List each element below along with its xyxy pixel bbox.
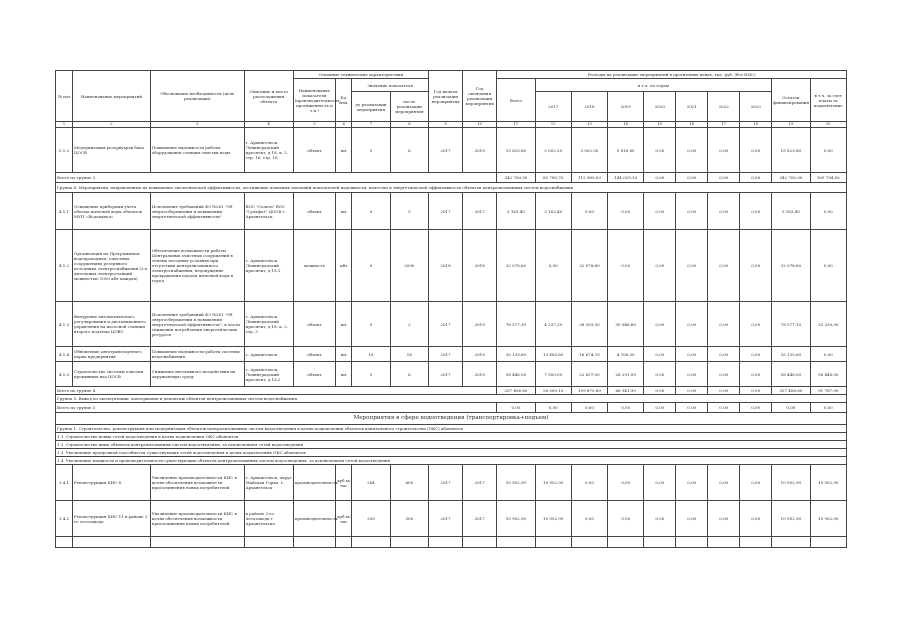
cell-2020: 0,00 — [644, 302, 676, 347]
table-row — [56, 347, 847, 362]
cell-remaining: 3 163,40 — [772, 193, 810, 230]
cell-2019: 4 706,50 — [608, 347, 644, 362]
cell-location: г. Архангельск, округ Майская Горка, г. Архангельск — [244, 465, 293, 501]
cell-spec: мощность — [293, 230, 336, 302]
cell-location: г. Архангельск — [244, 347, 293, 362]
cell-end: 2017 — [463, 193, 497, 230]
cell-justification: Исполнение требований ФЗ №261 "Об энергосбережении и повышении энергетической эффективности", в части снижения потребления энергетических ресурсов — [150, 302, 244, 347]
cell-2020: 0,00 — [644, 387, 676, 395]
group-title-row — [56, 395, 847, 403]
cell-unit: кВт — [336, 230, 352, 302]
sewer-group1-title: Группа 1. Строительство, реконструкция или модернизация объектов централизованных систем водоотведения в целях подключения объектов капитального строительства (ОКС) абонентов — [56, 425, 847, 433]
header-no: № п/п — [56, 71, 73, 122]
cell-2017: 10 952,90 — [535, 501, 571, 537]
cell-before: 250 — [352, 501, 390, 537]
cell-location: ВОС "Сольза" ВОС "Сульфат" ЦОСВ г. Архангельск — [244, 193, 293, 230]
header-year-2020: 2020 — [644, 92, 676, 122]
col-num: 6 — [336, 122, 352, 128]
cell-2018: 38 393,50 — [571, 302, 607, 347]
col-num: 16 — [676, 122, 708, 128]
cell-no: 4.1.1 — [56, 193, 73, 230]
cell-justification: Увеличение производительности КНС в целях обеспечения возможности присоединения новых потребителей — [150, 465, 244, 501]
cell-2019: 0,00 — [608, 230, 644, 302]
header-main-specs: Основные технические характеристики — [293, 71, 428, 79]
cell-remaining: 15 623,80 — [772, 128, 810, 173]
header-unit: Ед. изм. — [336, 79, 352, 122]
cell-2021: 0,00 — [676, 403, 708, 413]
header-costs: Расходы на реализацию мероприятий в прогнозных ценах, тыс. руб. (без НДС) — [497, 71, 847, 79]
cell-2020: 0,00 — [644, 362, 676, 387]
group-title-row — [56, 425, 847, 433]
cell-2017: 0,00 — [535, 403, 571, 413]
cell-after: 2 — [390, 302, 428, 347]
cell-start: 2018 — [429, 230, 463, 302]
table-row — [56, 362, 847, 387]
cell-location: г. Архангельск, Ленинградский проспект, д.18,3 — [244, 230, 293, 302]
cell-start: 2017 — [429, 302, 463, 347]
header-spec-name: Наименование показателя (производительность, протяженность и т.п.) — [293, 79, 336, 122]
col-num: 9 — [429, 122, 463, 128]
cell-name: Строительство системы очистки промывных вод ЦОСВ — [73, 362, 151, 387]
cell-2022: 0,00 — [708, 128, 740, 173]
header-year-start: Год начала реализации мероприятия — [429, 71, 463, 122]
table-row — [56, 465, 847, 501]
cell-2023: 0,00 — [740, 302, 772, 347]
cell-2021: 0,00 — [676, 501, 708, 537]
cell-no: 5.1.2 — [56, 128, 73, 173]
cell-2018: 0,00 — [571, 193, 607, 230]
cell-no: 1.4.1 — [56, 465, 73, 501]
cell-2019: 28 291,00 — [608, 362, 644, 387]
col-num: 15 — [644, 122, 676, 128]
header-year-end: Год окончания реализации мероприятия — [463, 71, 497, 122]
cell-2018: 3 002,50 — [571, 128, 607, 173]
cell-total: 207 406,80 — [497, 387, 535, 395]
cell-2017: 4 237,30 — [535, 302, 571, 347]
cell-unit: шт — [336, 362, 352, 387]
col-num: 10 — [463, 122, 497, 128]
cell-end: 2019 — [463, 128, 497, 173]
total-label: Всего по группе 4 — [56, 387, 497, 395]
cell-start: 2017 — [429, 362, 463, 387]
cell-2019: 68 941,90 — [608, 387, 644, 395]
cell-2022: 0,00 — [708, 403, 740, 413]
cell-justification: Обеспечение возможности работы Центральных очистных сооружений в теплых погодных условиях при отсутствии централизованного электроснабжения, недопущение прекращения подачи питьевой воды в город — [150, 230, 244, 302]
cell-2017: 3 002,50 — [535, 128, 571, 173]
cell-spec: производительность — [293, 501, 336, 537]
cell-name: Реконструкция КНС-11 в районе 2-го лесозавода — [73, 501, 151, 537]
col-num: 17 — [708, 122, 740, 128]
header-year-2021: 2021 — [676, 92, 708, 122]
cell-after: 500 — [390, 501, 428, 537]
cell-total: 78 577,10 — [497, 302, 535, 347]
cell-before: 0 — [352, 362, 390, 387]
col-num: 11 — [497, 122, 535, 128]
cell-remaining: 78 577,10 — [772, 302, 810, 347]
cell-2020: 0,00 — [644, 501, 676, 537]
cell-2019: 0,00 — [608, 501, 644, 537]
cell-2021: 0,00 — [676, 173, 708, 183]
cell-2022: 0,00 — [708, 347, 740, 362]
cell-remaining: 342 700,90 — [772, 173, 810, 183]
cell-2023: 0,00 — [740, 387, 772, 395]
cell-no: 4.1.2 — [56, 230, 73, 302]
cell-after: 6 — [390, 128, 428, 173]
cell-after: 6 — [390, 362, 428, 387]
header-year-2023: 2023 — [740, 92, 772, 122]
cell-spec: объект — [293, 347, 336, 362]
cell-unit: куб.м/час — [336, 501, 352, 537]
cell-2021: 0,00 — [676, 302, 708, 347]
cell-spec: объект — [293, 193, 336, 230]
cell-before: 0 — [352, 193, 390, 230]
cell-remaining: 35 139,60 — [772, 347, 810, 362]
col-num: 18 — [740, 122, 772, 128]
cell-remaining: 32 078,60 — [772, 230, 810, 302]
cell-before: 264 — [352, 465, 390, 501]
cell-2018: 22 657,00 — [571, 362, 607, 387]
cell-2019: 0,00 — [608, 403, 644, 413]
cell-after: 2000 — [390, 230, 428, 302]
cell-2020: 0,00 — [644, 128, 676, 173]
table-row — [56, 230, 847, 302]
cell-name: Обновление автотранспортного парка предприятия — [73, 347, 151, 362]
cell-2022: 0,00 — [708, 465, 740, 501]
cell-end: 2019 — [463, 347, 497, 362]
cell-no: 1.4.2 — [56, 501, 73, 537]
cell-location: г. Архангельск, Ленинградский проспект, д.18, к. 2, стр. 16, стр. 16 — [244, 128, 293, 173]
header-year-2022: 2022 — [708, 92, 740, 122]
cell-2020: 0,00 — [644, 465, 676, 501]
cell-2023: 0,00 — [740, 501, 772, 537]
cell-2017: 7 500,00 — [535, 362, 571, 387]
cell-justification: Увеличение производительности КНС в целях обеспечения возможности присоединения новых потребителей — [150, 501, 244, 537]
cell-name: Модернизация резервуаров бака ЦОСВ — [73, 128, 151, 173]
header-spec-before: до реализации мероприятия — [352, 92, 390, 122]
header-total: Всего — [497, 79, 535, 122]
cell-total: 10 952,90 — [497, 465, 535, 501]
cell-2020: 0,00 — [644, 173, 676, 183]
cell-2023: 0,00 — [740, 193, 772, 230]
cell-total: 58 448,00 — [497, 362, 535, 387]
cell-2018: 109 875,80 — [571, 387, 607, 395]
cell-total: 342 700,90 — [497, 173, 535, 183]
cell-incl: 58 448,00 — [810, 362, 846, 387]
header-incl: в т.ч. за счет платы за подключение — [810, 79, 846, 122]
cell-2020: 0,00 — [644, 193, 676, 230]
cell-2021: 0,00 — [676, 347, 708, 362]
cell-remaining: 0,00 — [772, 403, 810, 413]
cell-after: 600 — [390, 465, 428, 501]
cell-incl: 10 952,90 — [810, 465, 846, 501]
cell-before: 18 — [352, 347, 390, 362]
investment-program-sheet — [55, 70, 847, 548]
cell-2023: 0,00 — [740, 403, 772, 413]
subgroup-row — [56, 449, 847, 457]
cell-name: Реконструкция КНС-8 — [73, 465, 151, 501]
sewer-subgroup-1-4: 1.4. Увеличение мощности и производительности существующих объектов централизованных систем водоотведения, за исключением сетей водоотведения — [56, 457, 847, 465]
cell-2022: 0,00 — [708, 173, 740, 183]
section-title-row — [56, 413, 847, 425]
col-num: 20 — [810, 122, 846, 128]
header-spec-value: Значение показателя — [352, 79, 429, 92]
cell-no: 4.1.3 — [56, 302, 73, 347]
header-justification: Обоснование необходимости (цель реализации) — [150, 71, 244, 122]
cell-2017: 10 952,90 — [535, 465, 571, 501]
header-by-period: в т.ч. по годам — [535, 79, 772, 92]
cell-total: 32 078,60 — [497, 230, 535, 302]
cell-incl: 0,00 — [810, 230, 846, 302]
total-label: Всего по группе 3 — [56, 173, 497, 183]
cell-start: 2017 — [429, 501, 463, 537]
cell-2023: 0,00 — [740, 465, 772, 501]
cell-2018: 16 674,70 — [571, 347, 607, 362]
cell-2018: 112 989,00 — [571, 173, 607, 183]
cell-incl: 0,00 — [810, 128, 846, 173]
cell-unit: шт — [336, 128, 352, 173]
group-total-row — [56, 387, 847, 395]
cell-start: 2017 — [429, 193, 463, 230]
cell-2019: 144 025,10 — [608, 173, 644, 183]
cell-2021: 0,00 — [676, 193, 708, 230]
cell-spec: объект — [293, 362, 336, 387]
col-num: 5 — [293, 122, 336, 128]
sewer-subgroup-1-1: 1.1. Строительство новых сетей водоотведения в целях подключения ОКС абонентов — [56, 433, 847, 441]
cell-before: 0 — [352, 302, 390, 347]
cell-2021: 0,00 — [676, 230, 708, 302]
group-total-row — [56, 173, 847, 183]
cell-2019: 9 618,80 — [608, 128, 644, 173]
cell-2023: 0,00 — [740, 362, 772, 387]
cell-total: 15 623,80 — [497, 128, 535, 173]
cell-incl: 91 787,90 — [810, 387, 846, 395]
cell-name: Организация на Программном водопроводном, очистных сооружениях резервного источника электроснабжения (2-х дизельных электростанций мощностью 1000 кВт каждая) — [73, 230, 151, 302]
cell-2022: 0,00 — [708, 302, 740, 347]
cell-remaining: 10 952,90 — [772, 501, 810, 537]
table-row — [56, 128, 847, 173]
cell-incl: 0,00 — [810, 347, 846, 362]
cell-2021: 0,00 — [676, 465, 708, 501]
cell-start: 2017 — [429, 465, 463, 501]
col-num: 4 — [244, 122, 293, 128]
cell-2017: 13 683,80 — [535, 347, 571, 362]
col-num: 2 — [73, 122, 151, 128]
cell-2020: 0,00 — [644, 347, 676, 362]
cell-2019: 0,00 — [608, 193, 644, 230]
cell-end: 2017 — [463, 501, 497, 537]
cell-no: 4.1.5 — [56, 362, 73, 387]
cell-end: 2019 — [463, 302, 497, 347]
cell-2022: 0,00 — [708, 230, 740, 302]
col-num: 3 — [150, 122, 244, 128]
cell-2017: 0,00 — [535, 230, 571, 302]
col-num: 19 — [772, 122, 810, 128]
col-num: 8 — [390, 122, 428, 128]
cell-total: 0,00 — [497, 403, 535, 413]
cell-location: г. Архангельск, Ленинградский проспект, д.18,2 — [244, 362, 293, 387]
subgroup-row — [56, 457, 847, 465]
cell-unit: шт — [336, 347, 352, 362]
cell-2020: 0,00 — [644, 230, 676, 302]
subgroup-row — [56, 441, 847, 449]
cell-2023: 0,00 — [740, 173, 772, 183]
cell-total: 10 952,90 — [497, 501, 535, 537]
col-num: 13 — [571, 122, 607, 128]
cell-justification: Снижение негативного воздействия на окружающую среду — [150, 362, 244, 387]
group5-title: Группа 5. Вывод из эксплуатации, консервация и демонтаж объектов централизованных систем водоснабжения — [56, 395, 847, 403]
cell-2019: 0,00 — [608, 465, 644, 501]
cell-spec: объект — [293, 302, 336, 347]
col-num: 12 — [535, 122, 571, 128]
cell-justification: Повышение надежности работы оборудования станции очистки воды — [150, 128, 244, 173]
cell-2021: 0,00 — [676, 128, 708, 173]
measures-table — [55, 70, 847, 548]
cell-2018: 0,00 — [571, 501, 607, 537]
cell-2023: 0,00 — [740, 347, 772, 362]
sewer-subgroup-1-2: 1.2. Строительство иных объектов централизованных систем водоотведения, за исключением сетей водоотведения — [56, 441, 847, 449]
cell-unit: шт — [336, 193, 352, 230]
header-spec-after: после реализации мероприятия — [390, 92, 428, 122]
col-num: 1 — [56, 122, 73, 128]
cell-end: 2018 — [463, 230, 497, 302]
header-year-2018: 2018 — [571, 92, 607, 122]
cell-total: 35 139,60 — [497, 347, 535, 362]
header-row-1 — [56, 71, 847, 79]
cell-incl: 33 339,90 — [810, 302, 846, 347]
cell-2022: 0,00 — [708, 362, 740, 387]
cell-incl: 10 952,90 — [810, 501, 846, 537]
cell-2022: 0,00 — [708, 193, 740, 230]
cell-before: 0 — [352, 128, 390, 173]
col-num: 7 — [352, 122, 390, 128]
cell-name: Внедрение автоматического регулирования и дистанционного управления на насосной станции второго подъема ЦОВС — [73, 302, 151, 347]
group-total-row — [56, 403, 847, 413]
cell-2017: 85 780,70 — [535, 173, 571, 183]
cell-2019: 35 946,60 — [608, 302, 644, 347]
cell-2021: 0,00 — [676, 387, 708, 395]
header-year-2017: 2017 — [535, 92, 571, 122]
sewer-section-title: Мероприятия в сфере водоотведения (транспортировка+подъем) — [56, 413, 847, 425]
cell-justification: Повышение надежности работы системы водоснабжения — [150, 347, 244, 362]
cell-incl: 0,00 — [810, 403, 846, 413]
cell-justification: Исполнение требований ФЗ №261 "Об энергосбережении и повышении энергетической эффективности" — [150, 193, 244, 230]
col-num: 14 — [608, 122, 644, 128]
cell-2017: 28 589,10 — [535, 387, 571, 395]
cell-2023: 0,00 — [740, 230, 772, 302]
table-row — [56, 193, 847, 230]
cell-remaining: 207 406,80 — [772, 387, 810, 395]
table-row — [56, 302, 847, 347]
table-tail-row — [56, 537, 847, 548]
sewer-subgroup-1-3: 1.3. Увеличение пропускной способности существующих сетей водоотведения в целях подключения ОКС абонентов — [56, 449, 847, 457]
cell-incl: 0,00 — [810, 193, 846, 230]
cell-name: Оснащение приборами учета объема питьевой воды объектов МУП «Водоканал» — [73, 193, 151, 230]
cell-remaining: 58 448,00 — [772, 362, 810, 387]
cell-total: 3 163,40 — [497, 193, 535, 230]
cell-location: в районе 2-го лесозавода г. Архангельска — [244, 501, 293, 537]
cell-incl: 169 794,00 — [810, 173, 846, 183]
group4-title: Группа 4. Мероприятия, направленные на повышение экологической эффективности, достижение плановых значений показателей надежности, качества и энергетической эффективности объектов централизованных систем водоснабжения — [56, 183, 847, 193]
header-remaining: Остаток финансирования — [772, 79, 810, 122]
cell-after: 18 — [390, 347, 428, 362]
header-name: Наименование мероприятий — [73, 71, 151, 122]
cell-spec: объект — [293, 128, 336, 173]
cell-start: 2017 — [429, 128, 463, 173]
cell-start: 2017 — [429, 347, 463, 362]
header-year-2019: 2019 — [608, 92, 644, 122]
cell-2018: 0,00 — [571, 465, 607, 501]
cell-2023: 0,00 — [740, 128, 772, 173]
cell-spec: производительность — [293, 465, 336, 501]
cell-no: 4.1.4 — [56, 347, 73, 362]
header-location: Описание и место расположения объекта — [244, 71, 293, 122]
cell-2018: 32 078,60 — [571, 230, 607, 302]
cell-unit: шт — [336, 302, 352, 347]
cell-2021: 0,00 — [676, 362, 708, 387]
cell-remaining: 10 952,90 — [772, 465, 810, 501]
cell-end: 2017 — [463, 465, 497, 501]
cell-2018: 0,00 — [571, 403, 607, 413]
subgroup-row — [56, 433, 847, 441]
cell-2022: 0,00 — [708, 501, 740, 537]
cell-2017: 3 163,40 — [535, 193, 571, 230]
cell-before: 0 — [352, 230, 390, 302]
cell-end: 2019 — [463, 362, 497, 387]
cell-2022: 0,00 — [708, 387, 740, 395]
cell-unit: куб.м/час — [336, 465, 352, 501]
total-label: Всего по группе 5 — [56, 403, 497, 413]
cell-location: г. Архангельск, Ленинградский проспект, д.18, к. 2, стр. 3 — [244, 302, 293, 347]
table-row — [56, 501, 847, 537]
cell-2020: 0,00 — [644, 403, 676, 413]
group-title-row — [56, 183, 847, 193]
cell-after: 5 — [390, 193, 428, 230]
